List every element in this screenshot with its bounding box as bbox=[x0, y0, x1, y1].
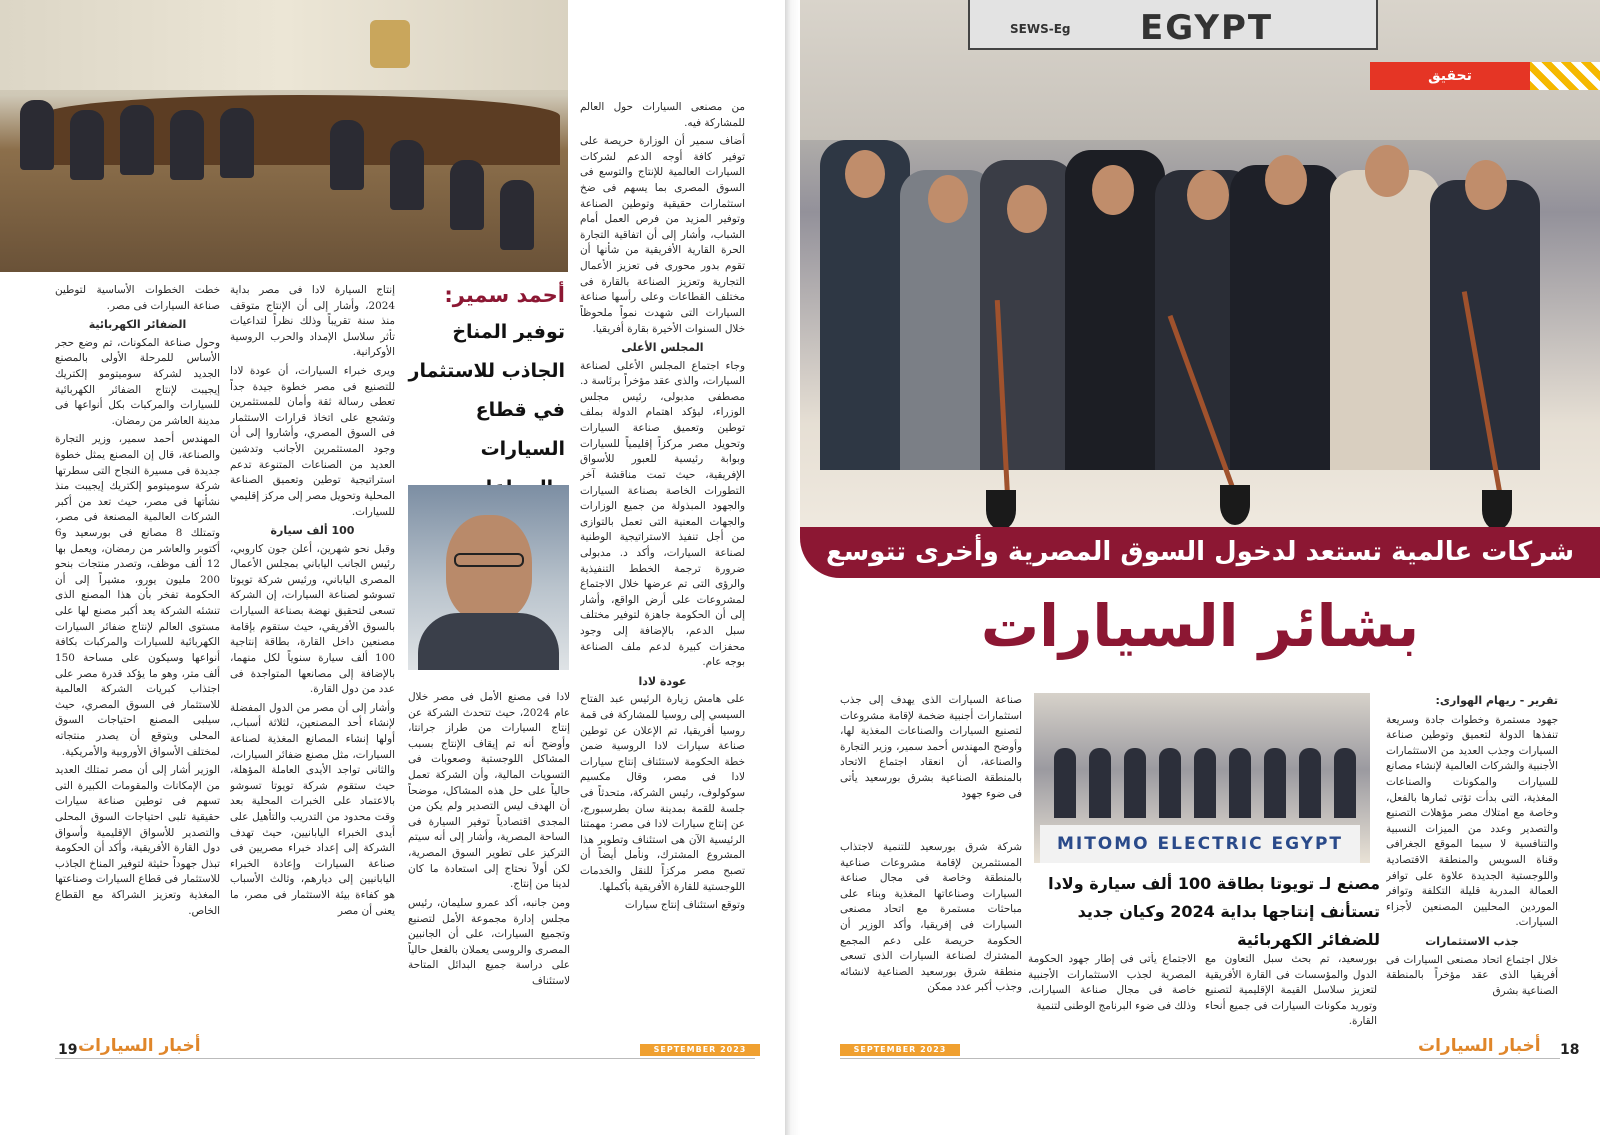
article-column-r1 bbox=[1386, 693, 1558, 1033]
quote-name: أحمد سمير: bbox=[444, 283, 565, 307]
sign-text: MITOMO ELECTRIC EGYPT bbox=[1040, 825, 1360, 863]
byline: تقرير - ريهام الهوارى: bbox=[1435, 694, 1558, 707]
paragraph: الاجتماع يأتى فى إطار جهود الحكومة المصرية لجذب الاستثمارات الأجنبية خاصة فى مجال صناعة السيارات، وذلك فى ضوء البرنامج الوطنى لتنمية bbox=[1028, 953, 1196, 1012]
factory-groundbreaking-photo bbox=[1034, 693, 1370, 863]
article-column-c bbox=[230, 283, 395, 1030]
article-column-b bbox=[408, 690, 570, 1030]
paragraph: ومن جانبه، أكد عمرو سليمان، رئيس مجلس إدارة مجموعة الأمل لتصنيع وتجميع السيارات، على أن الجانبين المصرى والروسى يعملان بالفعل حالياً على دراسة جميع البدائل المتاحة لاستئناف bbox=[408, 896, 570, 987]
paragraph: وتوقع استئناف إنتاج سيارات bbox=[624, 899, 745, 912]
page-19 bbox=[0, 0, 785, 1135]
page-gutter bbox=[785, 0, 800, 1135]
egypt-emblem-icon bbox=[370, 20, 410, 68]
footer-rule bbox=[840, 1058, 1560, 1059]
paragraph: وجاء اجتماع المجلس الأعلى لصناعة السيارات، والذى عقد مؤخراً برئاسة د. مصطفى مدبولى، رئيس مجلس الوزراء، ليؤكد اهتمام الدولة بملف توطين وتعميق صناعة السيارات وتحويل مصر مركزاً إقليمياً للسيارات وبوابة رئيسية للعبور للأسواق الإفريقية، حيث تمت مناقشة آخر التطورات الخاصة بصناعة السيارات والجهود المبذولة من جميع الوزارات والجهات المعنية التى تعمل بالتوازى من أجل تنفيذ الاستراتيجية الوطنية لصناعة السيارات، وأكد د. مدبولى ضرورة ترجمة الخطط التنفيذية والرؤى التى تم عرضها خلال الاجتماع لمشروعات على أرض الواقع، وأشار إلى أن الحكومة جاهزة لتوفير مختلف سبل الدعم، بالإضافة إلى وجود محفزات كبيرة لدعم ملف الصناعة بوجه عام. bbox=[580, 359, 745, 669]
article-subheadline: مصنع لـ تويوتا بطاقة 100 ألف سيارة ولادا تستأنف إنتاجها بداية 2024 وكيان جديد للضفائر الكهربائية bbox=[1048, 874, 1380, 949]
paragraph: ويرى خبراء السيارات، أن عودة لادا للتصنيع فى مصر خطوة جيدة جداً تعطى رسالة ثقة وأمان للمستثمرين وتشجع على اتخاذ قرارات الاستثمار فى السوق المصري، وأشاروا إلى أن وجود المستثمرين الأجانب وتدشين العديد من الصناعات المتنوعة تدعم استراتيجية توطين وتعميق الصناعة المحلية وتحويل مصر إلى مركز إقليمي للسيارات. bbox=[230, 365, 395, 518]
paragraph: شركة شرق بورسعيد للتنمية لاجتذاب المستثمرين لإقامة مشروعات صناعية بالمنطقة وخاصة فى مجال صناعة السيارات وصناعاتها المغذية وبناء على مباحثات مستمرة مع اتحاد مصنعى السيارات فى إفريقيا، وأكد الوزير أن الحكومة حريصة على دعم المجمع المشترك لصناعة السيارات الذى تسعى منطقة شرق بورسعيد الصناعية لانشائه وجذب أكبر عدد ممكن bbox=[840, 841, 1022, 994]
issue-date: SEPTEMBER 2023 bbox=[840, 1044, 960, 1056]
paragraph: خطت الخطوات الأساسية لتوطين صناعة السيارات فى مصر. bbox=[55, 284, 220, 312]
paragraph: جهود مستمرة وخطوات جادة وسريعة تنفذها الدولة لتعميق وتوطين صناعة السيارات وجذب العديد من الاستثمارات الأجنبية والشركات العالمية لإنشاء مصانع للسيارات والمكونات والصناعات المغذية، التى بدأت تؤتى ثمارها بالفعل، وخاصة مع امتلاك مصر مؤهلات التصنيع والتصدير وعدد من الميزات النسبية والتنافسية لا سيما الموقع الجغرافى وقناة السويس والمنطقة الاقتصادية واللوجستية الجديدة علاوة على توافر العمالة المدربة قليلة التكلفة وتوافر الموردين المحليين المصنعين لأجزاء السيارات. bbox=[1386, 713, 1558, 929]
sign-text: EGYPT bbox=[1140, 8, 1274, 48]
article-column-r2b bbox=[840, 840, 1022, 1035]
paragraph: من مصنعى السيارات حول العالم للمشاركة فيه. bbox=[580, 101, 745, 129]
section-heading: عودة لادا bbox=[638, 674, 687, 688]
paragraph: بورسعيد، تم بحث سبل التعاون مع الدول والمؤسسات فى القارة الأفريقية لتعزيز سلاسل القيمة الإقليمية لتصنيع وتوريد مكونات السيارات فى جميع أنحاء القارة. bbox=[1205, 953, 1377, 1028]
quote-text: توفير المناخ الجاذب للاستثمار في قطاع السيارات bbox=[408, 321, 565, 460]
paragraph: وقبل نحو شهرين، أعلن جون كاروبي، رئيس الجانب الياباني بمجلس الأعمال المصرى الياباني، ورئيس شركة تويوتا تسوشو لصناعة السيارات، إن الشركة تسعى لتحقيق نهضة بصناعة السيارات بالسوق الأفريقي، حيث ستقوم بإقامة مصنعين داخل القارة، بطاقة إنتاجية 100 ألف سيارة سنوياً لكل منهما، بالإضافة إلى مصانعها المتواجدة فى عدد من دول القارة. bbox=[230, 542, 395, 696]
paragraph: على هامش زيارة الرئيس عبد الفتاح السيسي إلى روسيا للمشاركة فى قمة روسيا أفريقيا، تم الإعلان عن توطين صناعة سيارات لادا الروسية ضمن خطة الحكومة لاستئناف إنتاج سيارات لادا فى مصر، وقال مكسيم سوكولوف، رئيس الشركة، متحدثاً فى جلسة للقمة بمدينة سان بطرسبورج، عن إنتاج سيارات لادا فى مصر: مهمتنا الرئيسية الآن هى استئناف وتطوير هذا المشروع المشترك، ونأمل أيضاً أن تصبح مصر مركزاً للنقل والخدمات اللوجستية للقارة الأفريقية بأكملها. bbox=[580, 693, 745, 893]
paragraph: وحول صناعة المكونات، تم وضع حجر الأساس للمرحلة الأولى بالمصنع الجديد لشركة سوميتومو إلكتريك إيجيبت لإنتاج الضفائر الكهربائية للسيارات والمركبات بكل أنواعها فى مدينة العاشر من رمضان. bbox=[55, 336, 220, 427]
company-sign bbox=[968, 0, 1378, 50]
section-heading: جذب الاستثمارات bbox=[1425, 935, 1519, 949]
paragraph: لادا فى مصنع الأمل فى مصر خلال عام 2024، حيث تتحدث الشركة عن إنتاج السيارات من طراز جرانتا، وأوضح أنه تم إيقاف الإنتاج بسبب المشاكل اللوجستية وصعوبات فى التسويات المالية، وأن الشركة تعمل حالياً على حل هذه المشاكل، موضحاً أن الهدف ليس التصدير ولم يكن من المجدى اقتصادياً توفير السيارة فى الساحة المصرية، وأشار إلى أنه سيتم التركيز على تطوير السوق المصرية، لكن أولاً نحتاج إلى استعادة ما كان لدينا من إنتاج. bbox=[408, 691, 570, 891]
magazine-logo: أخبار السيارات bbox=[78, 1036, 201, 1056]
paragraph: خلال اجتماع اتحاد مصنعى السيارات فى أفريقيا الذى عقد مؤخراً بالمنطقة الصناعية بشرق bbox=[1386, 953, 1558, 997]
page-number: 19 bbox=[58, 1042, 78, 1058]
paragraph: وأشار إلى أن مصر من الدول المفضلة لإنشاء أحد المصنعين، لثلاثة أسباب، أولها إنشاء المصانع المغذية لصناعة السيارات، مثل مصنع ضفائر السيارات، والثانى تواجد الأيدى العاملة المؤهلة، حيث ستقوم شركة تويوتا تسوشو بالاعتماد على الخبرات المحلية بعد وقت محدود من التدريب والتأهيل على أيدى الخبراء اليابانيين، حيث تهدف الشركة إلى إعداد خبراء مصريين فى صناعة السيارات وإعادة الخبراء اليابانيين إلى ديارهم، وثالث الأسباب هو كفاءة بيئة الاستثمار فى مصر، ما يعنى أن مصر bbox=[230, 701, 395, 917]
section-heading: المجلس الأعلى bbox=[621, 341, 704, 355]
paragraph: المهندس أحمد سمير، وزير التجارة والصناعة، قال إن المصنع يمثل خطوة جديدة فى مسيرة النجاح التى سطرتها شركة سوميتومو إلكتريك إيجيبت منذ نشأتها فى مصر، حيث تعد من أكبر الشركات العالمية المصنعة فى مصر، وتمتلك 8 مصانع فى بورسعيد و6 أكتوبر والعاشر من رمضان، ويعمل بها 12 ألف موظف، وتصدر منتجات بنحو 200 مليون يورو، مشيراً إلى أن الحكومة تفخر بأن هذا المصنع الذى تنشئه الشركة يعد أكبر مصنع لها على مستوى العالم لإنتاج ضفائر السيارات الكهربائية للسيارات والمركبات بكافة أنواعها وسيكون على مساحة 150 ألف متر، وهو ما يؤكد قدرة مصر على اجتذاب كبريات الشركة العالمية للاستثمار فى السوق المصري، حيث سيلبى المصنع احتياجات السوق المحلى ويتوقع أن يصدر منتجاته لمختلف الأسواق الأوروبية والأمريكية. bbox=[55, 433, 220, 758]
article-column-d bbox=[55, 283, 220, 1030]
paragraph: أضاف سمير أن الوزارة حريصة على توفير كافة أوجه الدعم لشركات السيارات العالمية للإنتاج والتوسع فى السوق المصرى بما يسهم فى ضخ استثمارات حقيقية وتوطين الصناعة وتوفير المزيد من فرص العمل أمام الشباب، وأشار إلى أن اتفاقية التجارة الحرة القارية الأفريقية من شأنها أن تقوم بدور محورى فى تعزيز الأعمال التجارية وتعزيز الصناعة بالقارة فى مختلف القطاعات وعلى رأسها صناعة السيارات التى شهدت نمواً ملحوظاً خلال السنوات الأخيرة بقارة أفريقيا. bbox=[580, 135, 745, 335]
paragraph: صناعة السيارات الذى يهدف إلى جذب استثمارات أجنبية ضخمة لإقامة مشروعات لتصنيع السيارات والصناعات المغذية لها، وأوضح المهندس أحمد سمير، وزير التجارة والصناعة، أن انعقاد اجتماع الاتحاد بالمنطقة الصناعية بشرق بورسعيد يأتى فى ضوء جهود bbox=[840, 694, 1022, 800]
section-heading: 100 ألف سيارة bbox=[270, 524, 355, 538]
section-tag: تحقيق bbox=[1370, 62, 1530, 90]
sign-text: SEWS-Eg bbox=[1010, 22, 1071, 36]
magazine-logo: أخبار السيارات bbox=[1418, 1036, 1541, 1056]
minister-portrait-photo bbox=[408, 485, 569, 670]
headline-banner: شركات عالمية تستعد لدخول السوق المصرية وأخرى تتوسع bbox=[800, 527, 1600, 578]
paragraph: إنتاج السيارة لادا فى مصر بداية 2024، وأشار إلى أن الإنتاج متوقف منذ سنة تقريباً وذلك نظراً لتداعيات تأثر سلاسل الإمداد والحرب الروسية الأوكرانية. bbox=[230, 284, 395, 359]
cabinet-meeting-photo bbox=[0, 0, 568, 272]
footer-rule bbox=[55, 1058, 755, 1059]
paragraph: الوزير أشار إلى أن مصر تمتلك العديد من الإمكانات والمقومات الكبيرة التى تسهم فى توطين صناعة سيارات حقيقية تلبى احتياجات السوق المحلى والتصدير للأسواق الإقليمية وأسواق دول القارة الأفريقية، وأكد أن الحكومة تبذل جهوداً حثيثة لتوفير المناخ الجاذب للاستثمار فى قطاع السيارات وصناعتها المغذية وتعزيز الشراكة مع القطاع الخاص. bbox=[55, 764, 220, 917]
article-column-a bbox=[580, 100, 745, 1030]
main-title: بشائر السيارات bbox=[980, 592, 1420, 660]
article-column-r2 bbox=[840, 693, 1022, 818]
page-number: 18 bbox=[1560, 1042, 1580, 1058]
article-column-r3 bbox=[1205, 952, 1377, 1032]
page-18 bbox=[800, 0, 1600, 1135]
issue-date: SEPTEMBER 2023 bbox=[640, 1044, 760, 1056]
section-heading: الضفائر الكهربائية bbox=[88, 318, 187, 332]
article-column-r4 bbox=[1028, 952, 1196, 1032]
